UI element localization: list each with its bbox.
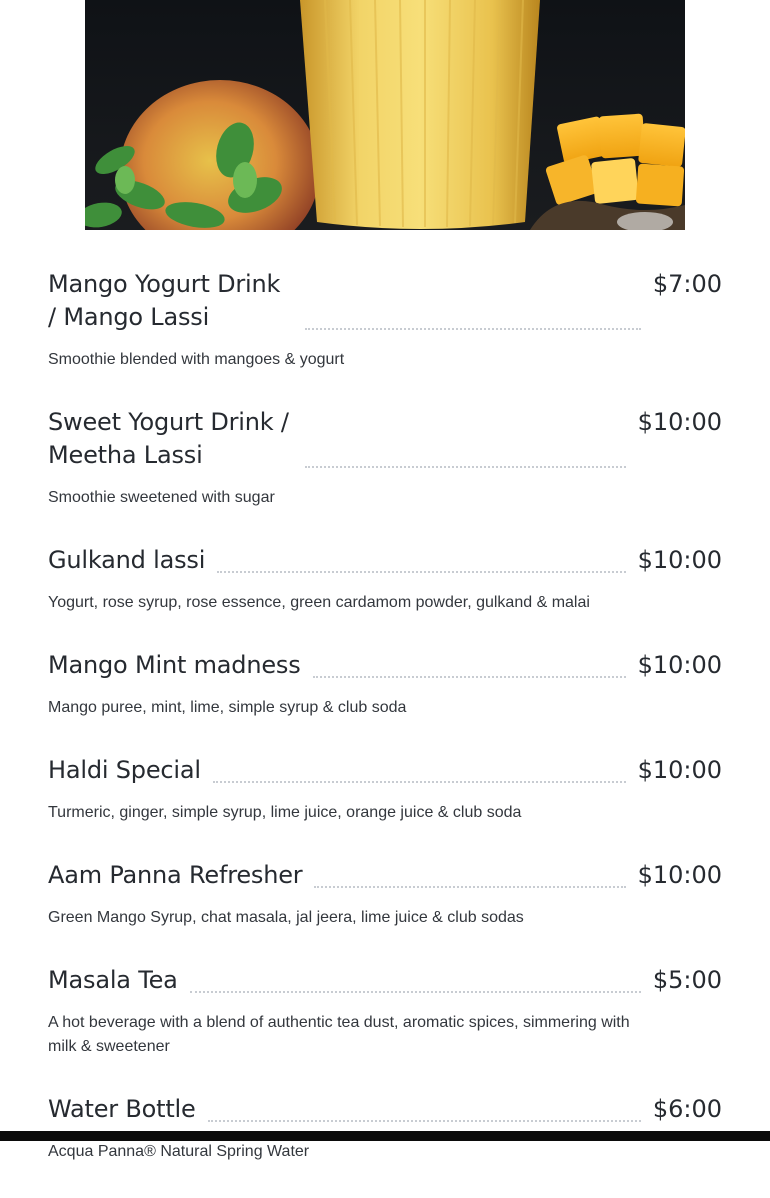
dotted-leader — [208, 1120, 641, 1122]
menu-item — [48, 544, 722, 615]
item-price: $10:00 — [637, 408, 722, 436]
menu-item — [48, 268, 722, 372]
menu-item — [48, 649, 722, 720]
item-description: Smoothie blended with mangoes & yogurt — [48, 351, 345, 368]
item-name: Masala Tea — [48, 966, 178, 994]
menu-item — [48, 1093, 722, 1164]
item-price: $10:00 — [637, 861, 722, 889]
item-description: Yogurt, rose syrup, rose essence, green cardamom powder, gulkand & malai — [48, 594, 590, 611]
item-price: $7:00 — [652, 270, 722, 298]
dotted-leader — [314, 886, 625, 888]
hero-image — [85, 0, 685, 230]
bottom-bar — [0, 1131, 770, 1141]
item-name: Sweet Yogurt Drink / Meetha Lassi — [48, 408, 289, 469]
dotted-leader — [305, 328, 641, 330]
mango-lassi-photo-icon — [85, 0, 685, 230]
item-description: Smoothie sweetened with sugar — [48, 489, 275, 506]
dotted-leader — [313, 676, 626, 678]
menu-item — [48, 406, 722, 510]
menu-item — [48, 964, 722, 1059]
item-description: Turmeric, ginger, simple syrup, lime juice, orange juice & club soda — [48, 804, 522, 821]
item-name: Mango Yogurt Drink / Mango Lassi — [48, 270, 281, 331]
item-price: $10:00 — [637, 651, 722, 679]
item-description: Green Mango Syrup, chat masala, jal jeera, lime juice & club sodas — [48, 909, 524, 926]
item-price: $5:00 — [652, 966, 722, 994]
dotted-leader — [305, 466, 626, 468]
dotted-leader — [217, 571, 625, 573]
item-description: Mango puree, mint, lime, simple syrup & club soda — [48, 699, 407, 716]
menu-item — [48, 859, 722, 930]
item-description: A hot beverage with a blend of authentic tea dust, aromatic spices, simmering with milk & sweetener — [48, 1014, 630, 1055]
item-name: Water Bottle — [48, 1095, 196, 1123]
item-description: Acqua Panna® Natural Spring Water — [48, 1143, 310, 1160]
item-name: Gulkand lassi — [48, 546, 206, 574]
item-price: $10:00 — [637, 546, 722, 574]
dotted-leader — [190, 991, 641, 993]
item-price: $6:00 — [652, 1095, 722, 1123]
item-name: Aam Panna Refresher — [48, 861, 303, 889]
dotted-leader — [213, 781, 626, 783]
item-name: Haldi Special — [48, 756, 201, 784]
item-name: Mango Mint madness — [48, 651, 301, 679]
menu-list — [48, 268, 722, 1198]
menu-item — [48, 754, 722, 825]
item-price: $10:00 — [637, 756, 722, 784]
